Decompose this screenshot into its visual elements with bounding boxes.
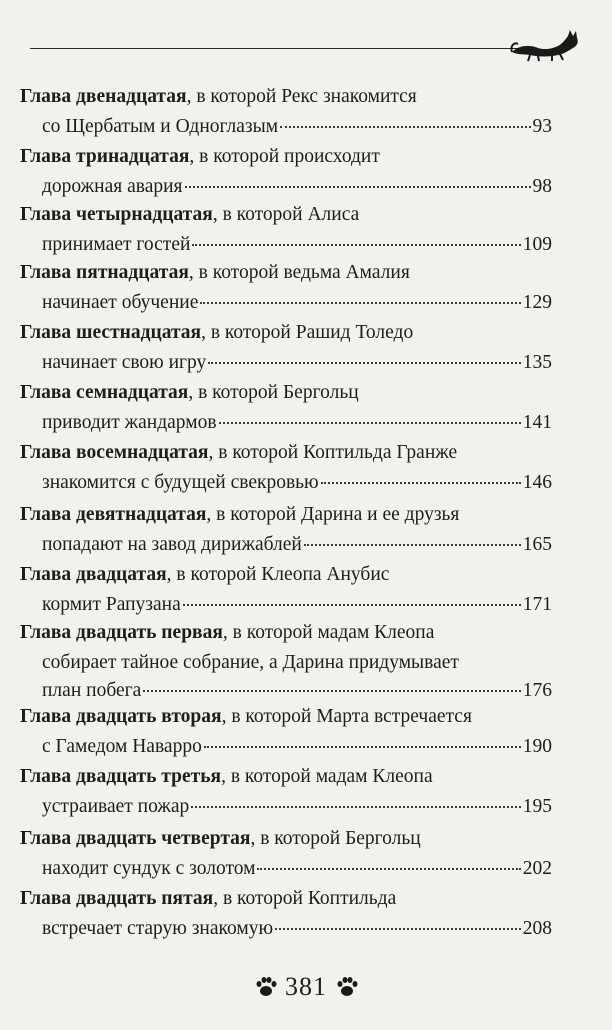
chapter-subtitle-end: приводит жандармов (42, 412, 217, 433)
chapter-subtitle-end: находит сундук с золотом (42, 858, 256, 879)
page-reference: 176 (522, 680, 552, 701)
toc-entry-heading (20, 322, 413, 344)
toc-entry-heading (20, 888, 396, 910)
chapter-title: Глава тринадцатая (20, 146, 190, 167)
page-reference: 129 (522, 292, 552, 313)
dot-leader (191, 805, 521, 808)
page-reference: 98 (532, 176, 552, 197)
chapter-title: Глава двенадцатая (20, 86, 187, 107)
chapter-subtitle-end: знакомится с будущей свекровью (42, 472, 319, 493)
page-reference: 141 (522, 412, 552, 433)
chapter-title: Глава пятнадцатая (20, 262, 189, 283)
paw-icon (254, 976, 278, 998)
chapter-subtitle: , в которой мадам Клеопа (222, 622, 435, 643)
chapter-subtitle-end: устраивает пожар (42, 796, 190, 817)
toc-entry-heading (20, 382, 359, 404)
chapter-subtitle: , в которой Рашид Толедо (201, 322, 414, 343)
chapter-subtitle: , в которой Марта встречается (221, 706, 472, 727)
chapter-title: Глава девятнадцатая (20, 504, 207, 525)
chapter-subtitle-end: план побега (42, 680, 142, 701)
dot-leader (257, 867, 520, 870)
chapter-subtitle-end: попадают на завод дирижаблей (42, 534, 302, 555)
chapter-subtitle-end: со Щербатым и Одноглазым (42, 116, 279, 137)
page-number: 381 (285, 972, 327, 1001)
chapter-subtitle: , в которой ведьма Амалия (188, 262, 410, 283)
chapter-title: Глава двадцать первая (20, 622, 223, 643)
chapter-title: Глава семнадцатая (20, 382, 189, 403)
dot-leader (185, 185, 531, 188)
dot-leader (208, 361, 520, 364)
chapter-subtitle-end: принимает гостей (42, 234, 191, 255)
paw-icon (335, 976, 359, 998)
page-reference: 146 (522, 472, 552, 493)
toc-entry-heading (20, 564, 389, 586)
chapter-title: Глава четырнадцатая (20, 204, 213, 225)
page-reference: 190 (522, 736, 552, 757)
toc-entry-heading (20, 86, 417, 108)
chapter-subtitle-middle: собирает тайное собрание, а Дарина придумывает (42, 652, 459, 673)
toc-entry-line (42, 594, 552, 618)
toc-entry-heading (20, 146, 380, 168)
chapter-subtitle: , в которой Бергольц (188, 382, 359, 403)
toc-entry-heading (20, 442, 457, 464)
page-reference: 135 (522, 352, 552, 373)
page-reference: 171 (522, 594, 552, 615)
chapter-subtitle: , в которой мадам Клеопа (221, 766, 433, 787)
chapter-subtitle: , в которой Дарина и ее друзья (206, 504, 460, 525)
toc-entry-line (42, 176, 552, 200)
dot-leader (280, 125, 530, 128)
page-reference: 93 (532, 116, 552, 137)
chapter-subtitle: , в которой происходит (189, 146, 380, 167)
chapter-subtitle-end: начинает обучение (42, 292, 199, 313)
toc-entry-line (42, 858, 552, 882)
page-reference: 202 (522, 858, 552, 879)
dot-leader (275, 927, 521, 930)
footer (0, 972, 612, 1002)
dot-leader (219, 421, 521, 424)
dot-leader (304, 543, 521, 546)
toc-entry-line (42, 234, 552, 258)
chapter-title: Глава двадцать пятая (20, 888, 214, 909)
toc-entry-heading (20, 204, 359, 226)
toc-entry-heading (20, 504, 459, 526)
dot-leader (200, 301, 520, 304)
header-rule (30, 48, 520, 49)
toc-entry-line (42, 796, 552, 820)
dot-leader (204, 745, 521, 748)
chapter-title: Глава шестнадцатая (20, 322, 202, 343)
toc-entry-heading (20, 828, 421, 850)
dot-leader (321, 481, 521, 484)
chapter-subtitle: , в которой Клеопа Анубис (166, 564, 390, 585)
page-reference: 109 (522, 234, 552, 255)
chapter-subtitle-continued (42, 652, 552, 676)
chapter-title: Глава двадцатая (20, 564, 167, 585)
toc-entry-heading (20, 622, 434, 644)
chapter-subtitle: , в которой Бергольц (250, 828, 421, 849)
chapter-subtitle-end: встречает старую знакомую (42, 918, 274, 939)
toc-entry-line (42, 472, 552, 496)
chapter-subtitle: , в которой Коптильда (213, 888, 397, 909)
page-reference: 208 (522, 918, 552, 939)
toc-entry-line (42, 292, 552, 316)
chapter-subtitle-end: начинает свою игру (42, 352, 207, 373)
page-reference: 195 (522, 796, 552, 817)
chapter-subtitle-end: кормит Рапузана (42, 594, 181, 615)
toc-entry-heading (20, 706, 472, 728)
chapter-title: Глава восемнадцатая (20, 442, 209, 463)
cat-icon (508, 24, 584, 64)
dot-leader (143, 689, 520, 692)
toc-entry-line (42, 680, 552, 704)
toc-entry-line (42, 412, 552, 436)
chapter-title: Глава двадцать четвертая (20, 828, 251, 849)
toc-entry-line (42, 534, 552, 558)
chapter-title: Глава двадцать третья (20, 766, 222, 787)
chapter-title: Глава двадцать вторая (20, 706, 222, 727)
toc-entry-line (42, 918, 552, 942)
chapter-subtitle: , в которой Рекс знакомится (186, 86, 417, 107)
chapter-subtitle: , в которой Алиса (212, 204, 360, 225)
page-reference: 165 (522, 534, 552, 555)
toc-entry-line (42, 116, 552, 140)
toc-entry-line (42, 736, 552, 760)
toc-entry-heading (20, 262, 410, 284)
toc-entry-line (42, 352, 552, 376)
chapter-subtitle: , в которой Коптильда Гранже (208, 442, 458, 463)
toc-entry-heading (20, 766, 433, 788)
chapter-subtitle-end: дорожная авария (42, 176, 183, 197)
chapter-subtitle-end: с Гамедом Наварро (42, 736, 202, 757)
dot-leader (183, 603, 521, 606)
dot-leader (192, 243, 520, 246)
